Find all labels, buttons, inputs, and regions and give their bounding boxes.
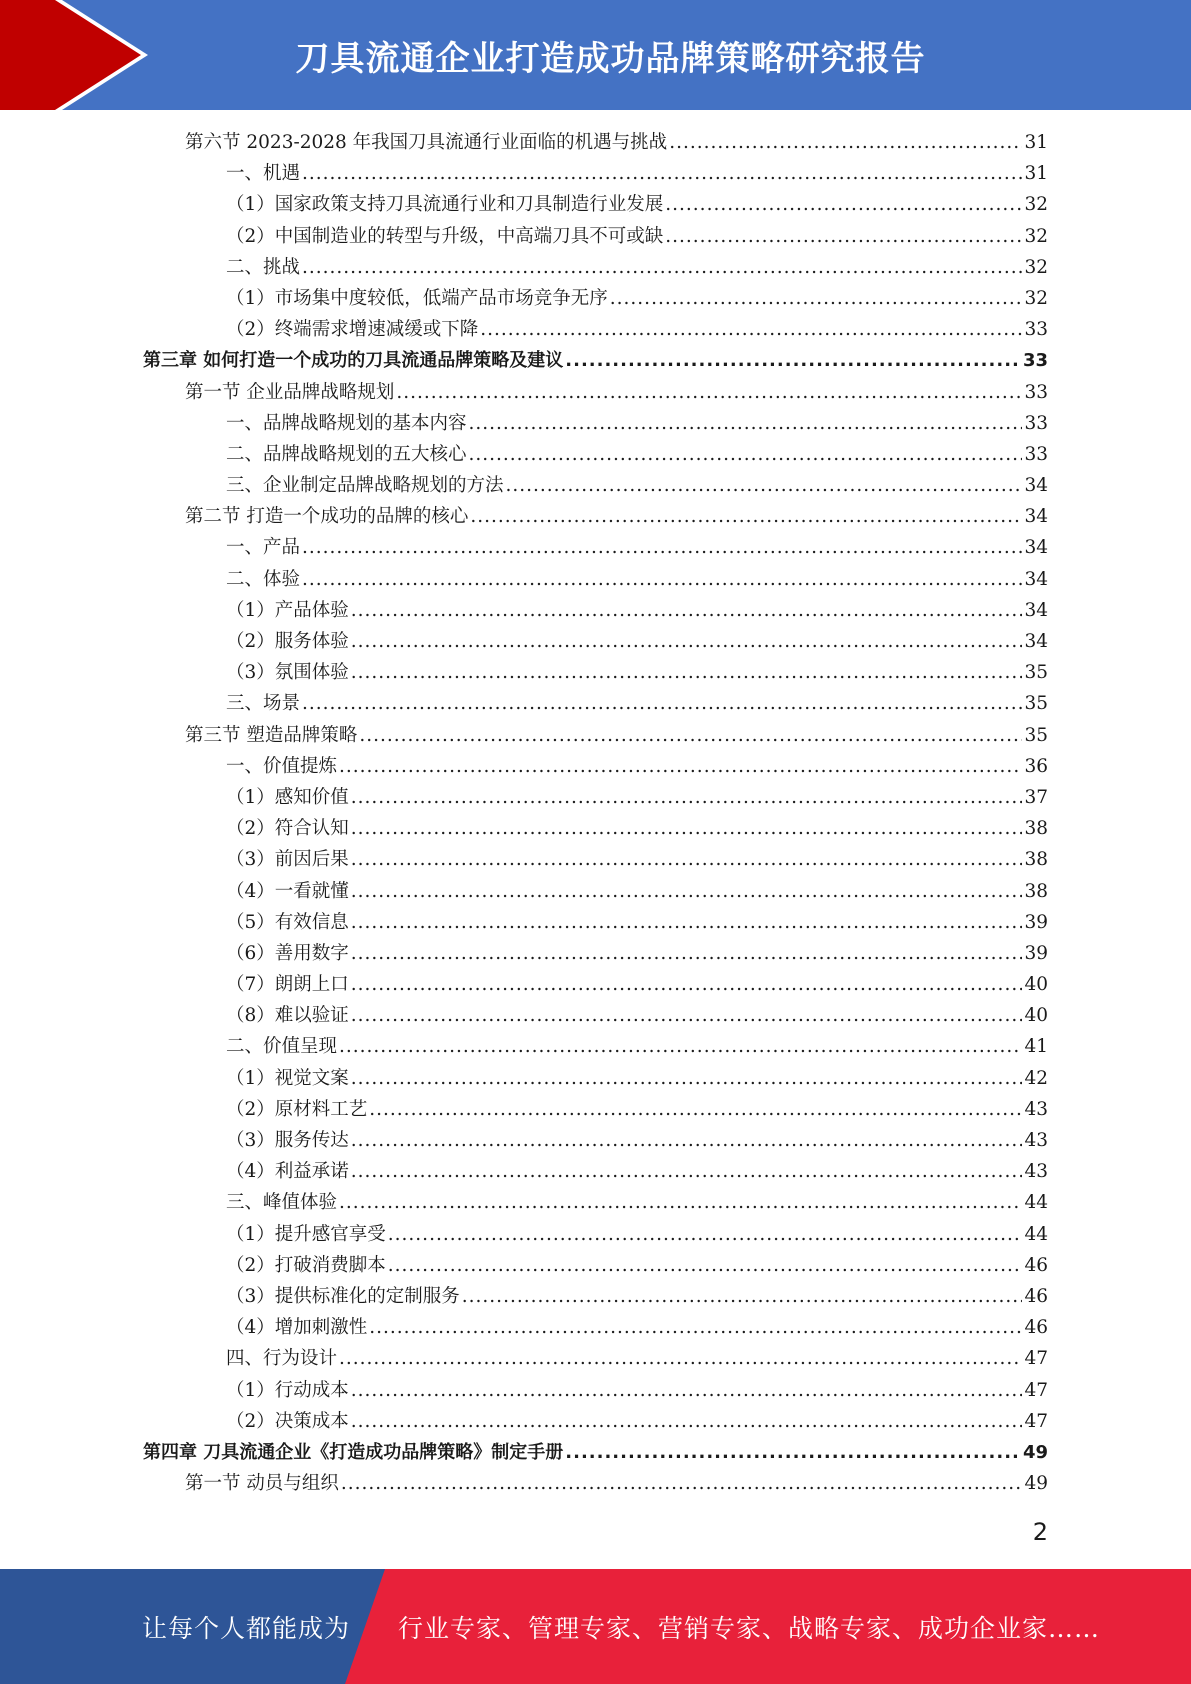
toc-dot-leader <box>341 1468 1023 1499</box>
toc-entry-title: 三、企业制定品牌战略规划的方法 <box>226 475 504 497</box>
toc-entry-page: 44 <box>1024 1192 1048 1214</box>
toc-entry-title: 一、产品 <box>226 537 301 559</box>
toc-dot-leader <box>396 377 1022 408</box>
toc-subsection-entry[interactable] <box>0 657 1191 688</box>
toc-entry-title: （6）善用数字 <box>226 942 349 964</box>
toc-dot-leader <box>665 189 1022 220</box>
toc-entry-title: （1）产品体验 <box>226 599 349 621</box>
toc-dot-leader <box>302 688 1022 719</box>
toc-entry-title: （8）难以验证 <box>226 1005 349 1027</box>
page-number: 2 <box>1032 1518 1048 1546</box>
toc-dot-leader <box>565 1437 1021 1468</box>
toc-entry-page: 32 <box>1024 225 1048 247</box>
toc-entry-page: 31 <box>1024 132 1048 153</box>
toc-subsection-entry[interactable] <box>0 1312 1191 1343</box>
toc-entry-page: 33 <box>1022 350 1048 372</box>
toc-subsection-entry[interactable] <box>0 1063 1191 1094</box>
toc-subsection-entry[interactable] <box>0 969 1191 1000</box>
toc-entry-title: （2）打破消费脚本 <box>226 1254 386 1276</box>
toc-entry-title: （2）原材料工艺 <box>226 1098 368 1120</box>
toc-entry-title: （2）符合认知 <box>226 818 349 840</box>
toc-entry-page: 47 <box>1024 1410 1048 1432</box>
toc-subsection-entry[interactable] <box>0 1187 1191 1218</box>
toc-entry-title: 二、挑战 <box>226 256 301 278</box>
toc-dot-leader <box>351 657 1023 688</box>
toc-entry-page: 43 <box>1024 1098 1048 1120</box>
toc-entry-title: （1）市场集中度较低，低端产品市场竞争无序 <box>226 287 608 309</box>
toc-entry-page: 46 <box>1024 1317 1048 1339</box>
toc-entry-page: 38 <box>1024 818 1048 840</box>
toc-entry-page: 32 <box>1024 194 1048 216</box>
toc-entry-page: 33 <box>1024 381 1048 403</box>
footer-banner <box>0 1569 1191 1684</box>
toc-subsection-entry[interactable] <box>0 189 1191 220</box>
toc-dot-leader <box>351 595 1023 626</box>
toc-subsection-entry[interactable] <box>0 158 1191 189</box>
footer-slogan-left: 让每个人都能成为 <box>142 1613 351 1643</box>
toc-subsection-entry[interactable] <box>0 252 1191 283</box>
toc-subsection-entry[interactable] <box>0 782 1191 813</box>
toc-entry-page: 38 <box>1024 880 1048 902</box>
toc-dot-leader <box>506 470 1023 501</box>
toc-subsection-entry[interactable] <box>0 283 1191 314</box>
toc-dot-leader <box>351 1063 1023 1094</box>
toc-entry-title: （1）提升感官享受 <box>226 1223 386 1245</box>
toc-entry-page: 34 <box>1024 568 1048 590</box>
toc-entry-title: 一、机遇 <box>226 163 301 185</box>
toc-subsection-entry[interactable] <box>0 688 1191 719</box>
toc-dot-leader <box>339 1031 1022 1062</box>
toc-entry-title: （4）增加刺激性 <box>226 1317 368 1339</box>
toc-dot-leader <box>339 751 1022 782</box>
toc-section-entry[interactable] <box>0 720 1191 751</box>
toc-dot-leader <box>351 626 1023 657</box>
toc-chapter-entry[interactable] <box>0 1437 1191 1468</box>
toc-entry-page: 33 <box>1024 412 1048 434</box>
toc-subsection-entry[interactable] <box>0 938 1191 969</box>
toc-entry-title: （1）视觉文案 <box>226 1067 349 1089</box>
toc-dot-leader <box>351 907 1023 938</box>
toc-entry-page: 49 <box>1024 1473 1048 1495</box>
toc-entry-page: 49 <box>1022 1441 1048 1463</box>
toc-chapter-entry[interactable] <box>0 345 1191 376</box>
toc-dot-leader <box>351 1000 1023 1031</box>
toc-dot-leader <box>610 283 1023 314</box>
toc-subsection-entry[interactable] <box>0 844 1191 875</box>
toc-entry-title: 第一节 企业品牌战略规划 <box>185 381 395 403</box>
toc-dot-leader <box>302 564 1022 595</box>
toc-entry-title: （3）前因后果 <box>226 849 349 871</box>
toc-entry-title: 二、体验 <box>226 568 301 590</box>
toc-subsection-entry[interactable] <box>0 1343 1191 1374</box>
footer-slogan-right: 行业专家、管理专家、营销专家、战略专家、成功企业家…… <box>398 1613 1101 1643</box>
toc-entry-page: 33 <box>1024 319 1048 341</box>
toc-entry-title: 二、价值呈现 <box>226 1036 338 1058</box>
toc-entry-title: 一、品牌战略规划的基本内容 <box>226 412 467 434</box>
toc-entry-page: 34 <box>1024 475 1048 497</box>
toc-entry-title: （4）一看就懂 <box>226 880 349 902</box>
toc-entry-title: （2）中国制造业的转型与升级，中高端刀具不可或缺 <box>226 225 664 247</box>
toc-subsection-entry[interactable] <box>0 876 1191 907</box>
toc-dot-leader <box>665 221 1022 252</box>
toc-section-entry[interactable] <box>0 1468 1191 1499</box>
toc-entry-page: 34 <box>1024 599 1048 621</box>
toc-dot-leader <box>462 1281 1023 1312</box>
toc-entry-title: 第六节 2023-2028 年我国刀具流通行业面临的机遇与挑战 <box>185 132 668 153</box>
toc-subsection-entry[interactable] <box>0 1094 1191 1125</box>
toc-entry-page: 35 <box>1024 662 1048 684</box>
toc-entry-title: （1）国家政策支持刀具流通行业和刀具制造行业发展 <box>226 194 664 216</box>
toc-subsection-entry[interactable] <box>0 1375 1191 1406</box>
toc-entry-title: （2）终端需求增速减缓或下降 <box>226 319 479 341</box>
toc-dot-leader <box>469 439 1023 470</box>
toc-entry-title: （3）提供标准化的定制服务 <box>226 1285 460 1307</box>
toc-dot-leader <box>351 844 1023 875</box>
toc-subsection-entry[interactable] <box>0 221 1191 252</box>
toc-subsection-entry[interactable] <box>0 907 1191 938</box>
toc-entry-page: 46 <box>1024 1285 1048 1307</box>
toc-entry-title: （1）感知价值 <box>226 786 349 808</box>
toc-entry-page: 34 <box>1024 631 1048 652</box>
toc-entry-title: 一、价值提炼 <box>226 755 338 777</box>
toc-entry-title: 二、品牌战略规划的五大核心 <box>226 443 467 465</box>
toc-dot-leader <box>302 158 1022 189</box>
toc-dot-leader <box>351 876 1023 907</box>
toc-entry-page: 42 <box>1024 1067 1048 1089</box>
toc-dot-leader <box>302 532 1022 563</box>
toc-dot-leader <box>669 127 1022 158</box>
toc-dot-leader <box>469 408 1023 439</box>
toc-subsection-entry[interactable] <box>0 564 1191 595</box>
toc-subsection-entry[interactable] <box>0 751 1191 782</box>
toc-section-entry[interactable] <box>0 377 1191 408</box>
toc-subsection-entry[interactable] <box>0 1156 1191 1187</box>
toc-subsection-entry[interactable] <box>0 1000 1191 1031</box>
toc-dot-leader <box>339 1343 1022 1374</box>
toc-entry-title: 第二节 打造一个成功的品牌的核心 <box>185 506 469 528</box>
toc-entry-page: 31 <box>1024 163 1048 185</box>
toc-entry-page: 43 <box>1024 1130 1048 1151</box>
toc-entry-title: 第三节 塑造品牌策略 <box>185 724 358 746</box>
toc-entry-title: （5）有效信息 <box>226 911 349 933</box>
toc-entry-page: 46 <box>1024 1254 1048 1276</box>
toc-entry-page: 40 <box>1024 974 1048 996</box>
toc-entry-page: 36 <box>1024 755 1048 777</box>
toc-entry-page: 38 <box>1024 849 1048 871</box>
toc-dot-leader <box>351 969 1023 1000</box>
document-title: 刀具流通企业打造成功品牌策略研究报告 <box>295 38 926 79</box>
toc-subsection-entry[interactable] <box>0 470 1191 501</box>
toc-subsection-entry[interactable] <box>0 1219 1191 1250</box>
toc-entry-title: 三、场景 <box>226 693 301 715</box>
toc-dot-leader <box>480 314 1022 345</box>
toc-entry-title: 三、峰值体验 <box>226 1192 338 1214</box>
toc-dot-leader <box>388 1250 1023 1281</box>
toc-entry-page: 47 <box>1024 1379 1048 1401</box>
toc-entry-page: 32 <box>1024 287 1048 309</box>
toc-entry-page: 35 <box>1024 693 1048 715</box>
toc-subsection-entry[interactable] <box>0 1250 1191 1281</box>
toc-entry-page: 34 <box>1024 537 1048 559</box>
toc-entry-title: （7）朗朗上口 <box>226 974 349 996</box>
toc-dot-leader <box>351 1125 1023 1156</box>
toc-entry-title: （2）服务体验 <box>226 631 349 652</box>
toc-entry-page: 32 <box>1024 256 1048 278</box>
toc-entry-page: 39 <box>1024 942 1048 964</box>
toc-subsection-entry[interactable] <box>0 813 1191 844</box>
toc-dot-leader <box>351 782 1023 813</box>
toc-section-entry[interactable] <box>0 501 1191 532</box>
toc-entry-title: （4）利益承诺 <box>226 1161 349 1183</box>
toc-entry-page: 47 <box>1024 1348 1048 1370</box>
toc-subsection-entry[interactable] <box>0 1031 1191 1062</box>
toc-entry-page: 37 <box>1024 786 1048 808</box>
toc-subsection-entry[interactable] <box>0 1125 1191 1156</box>
toc-dot-leader <box>470 501 1022 532</box>
toc-subsection-entry[interactable] <box>0 439 1191 470</box>
toc-entry-page: 35 <box>1024 724 1048 746</box>
toc-dot-leader <box>359 720 1022 751</box>
toc-dot-leader <box>388 1219 1023 1250</box>
toc-subsection-entry[interactable] <box>0 408 1191 439</box>
toc-dot-leader <box>302 252 1022 283</box>
toc-entry-page: 41 <box>1024 1036 1048 1058</box>
header-banner <box>0 0 1191 110</box>
toc-entry-title: （1）行动成本 <box>226 1379 349 1401</box>
toc-dot-leader <box>351 1156 1023 1187</box>
toc-dot-leader <box>565 345 1021 376</box>
toc-subsection-entry[interactable] <box>0 626 1191 657</box>
toc-subsection-entry[interactable] <box>0 532 1191 563</box>
toc-entry-title: （3）氛围体验 <box>226 662 349 684</box>
toc-dot-leader <box>351 813 1023 844</box>
toc-section-entry[interactable] <box>0 127 1191 158</box>
toc-entry-title: 四、行为设计 <box>226 1348 338 1370</box>
toc-entry-title: （3）服务传达 <box>226 1130 349 1151</box>
toc-subsection-entry[interactable] <box>0 1406 1191 1437</box>
toc-subsection-entry[interactable] <box>0 314 1191 345</box>
toc-entry-title: （2）决策成本 <box>226 1410 349 1432</box>
toc-dot-leader <box>369 1094 1022 1125</box>
toc-entry-title: 第三章 如何打造一个成功的刀具流通品牌策略及建议 <box>143 350 564 372</box>
toc-dot-leader <box>369 1312 1022 1343</box>
toc-dot-leader <box>351 938 1023 969</box>
toc-entry-page: 34 <box>1024 506 1048 528</box>
table-of-contents <box>0 127 1191 1499</box>
toc-entry-page: 33 <box>1024 443 1048 465</box>
toc-entry-page: 39 <box>1024 911 1048 933</box>
toc-dot-leader <box>351 1406 1023 1437</box>
toc-subsection-entry[interactable] <box>0 1281 1191 1312</box>
toc-entry-page: 44 <box>1024 1223 1048 1245</box>
toc-dot-leader <box>339 1187 1022 1218</box>
toc-entry-title: 第一节 动员与组织 <box>185 1473 339 1495</box>
toc-subsection-entry[interactable] <box>0 595 1191 626</box>
toc-entry-title: 第四章 刀具流通企业《打造成功品牌策略》制定手册 <box>143 1441 564 1463</box>
toc-entry-page: 43 <box>1024 1161 1048 1183</box>
toc-entry-page: 40 <box>1024 1005 1048 1027</box>
toc-dot-leader <box>351 1375 1023 1406</box>
